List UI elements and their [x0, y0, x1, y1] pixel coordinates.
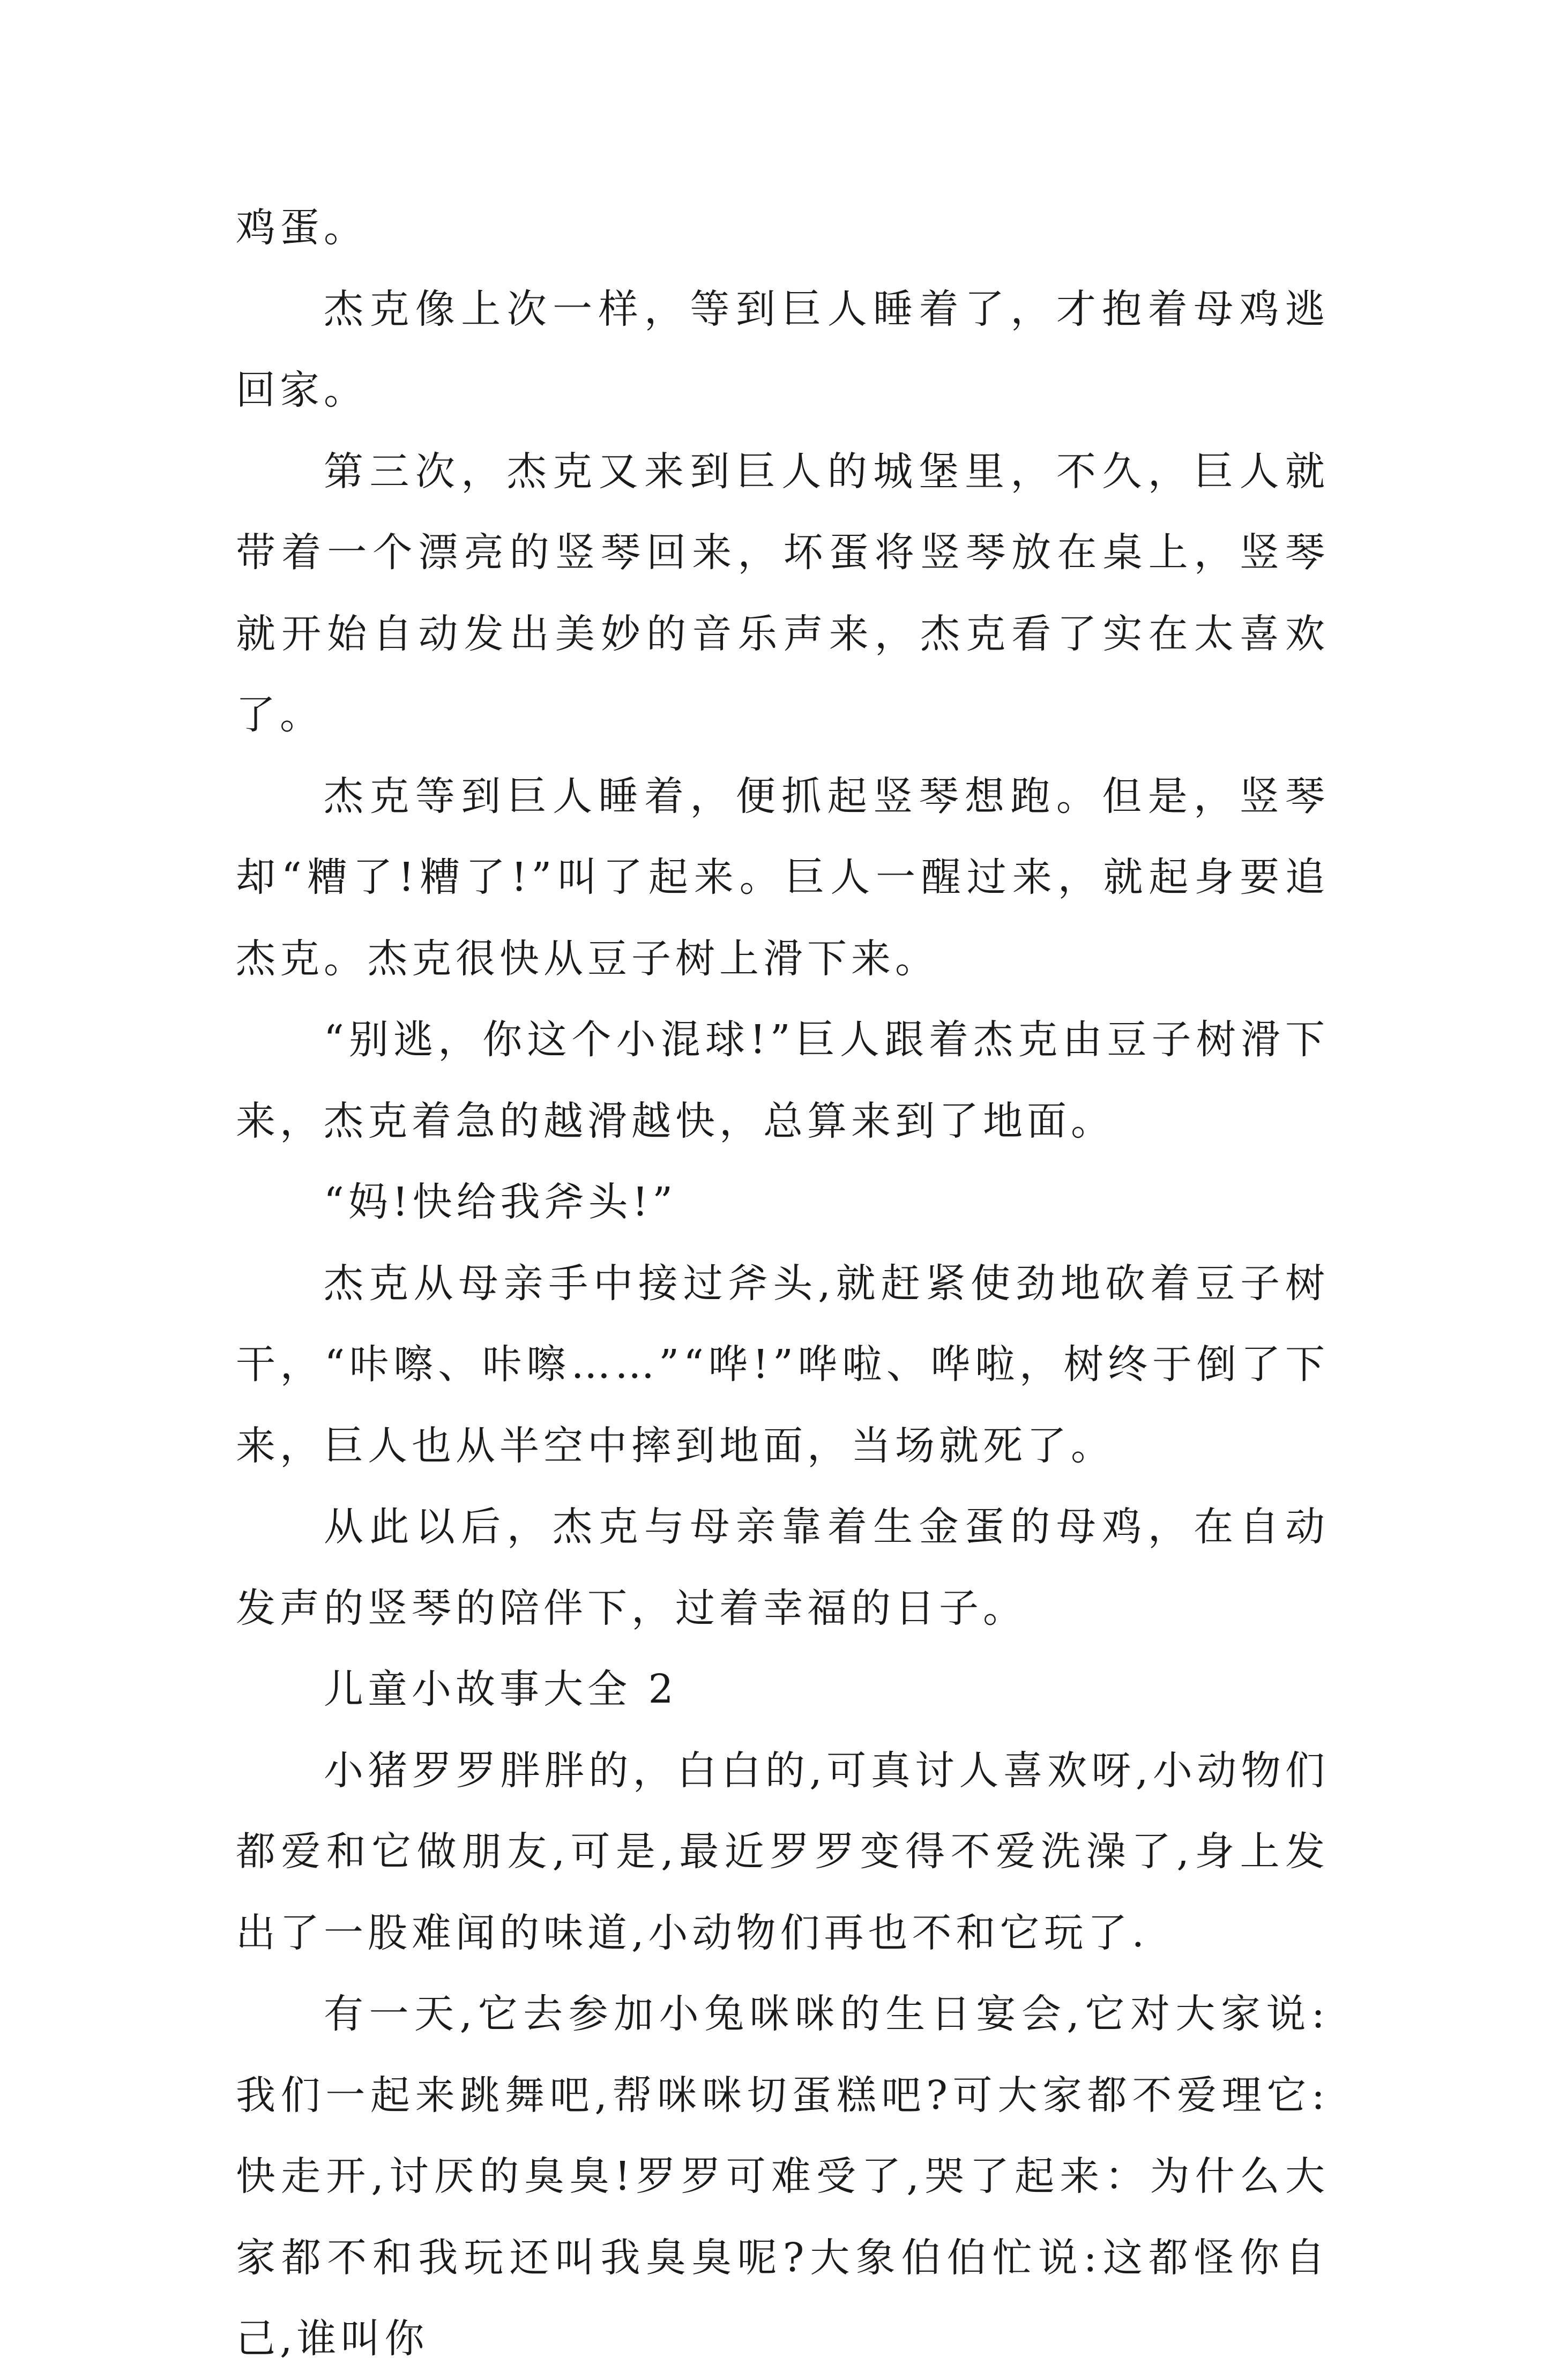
paragraph: 第三次，杰克又来到巨人的城堡里，不久，巨人就带着一个漂亮的竖琴回来，坏蛋将竖琴放在桌上，竖琴就开始自动发出美妙的音乐声来，杰克看了实在太喜欢了。: [236, 448, 1329, 738]
section-heading: 儿童小故事大全 2: [324, 1666, 678, 1712]
paragraph: 小猪罗罗胖胖的，白白的,可真讨人喜欢呀,小动物们都爱和它做朋友,可是,最近罗罗变得不爱洗澡了,身上发出了一股难闻的味道,小动物们再也不和它玩了.: [236, 1747, 1329, 1956]
paragraph: 从此以后，杰克与母亲靠着生金蛋的母鸡，在自动发声的竖琴的陪伴下，过着幸福的日子。: [236, 1504, 1329, 1631]
paragraph: “别逃，你这个小混球!”巨人跟着杰克由豆子树滑下来，杰克着急的越滑越快，总算来到了地面。: [236, 1017, 1329, 1144]
paragraph: 鸡蛋。: [236, 205, 368, 251]
paragraph: 杰克等到巨人睡着，便抓起竖琴想跑。但是，竖琴却“糟了!糟了!”叫了起来。巨人一醒过来，就起身要追杰克。杰克很快从豆子树上滑下来。: [236, 773, 1329, 982]
paragraph: 有一天,它去参加小兔咪咪的生日宴会,它对大家说:我们一起来跳舞吧,帮咪咪切蛋糕吧?可大家都不爱理它:快走开,讨厌的臭臭!罗罗可难受了,哭了起来：为什么大家都不和我玩还叫我臭臭呢?大象伯伯忙说:这都怪你自己,谁叫你: [236, 1991, 1329, 2362]
paragraph: 杰克从母亲手中接过斧头,就赶紧使劲地砍着豆子树干，“咔嚓、咔嚓……”“哗!”哗啦、哗啦，树终于倒了下来，巨人也从半空中摔到地面，当场就死了。: [236, 1260, 1329, 1469]
story-text: [236, 188, 1329, 2380]
paragraph: “妈!快给我斧头!”: [324, 1179, 677, 1225]
paragraph: 杰克像上次一样，等到巨人睡着了，才抱着母鸡逃回家。: [236, 286, 1329, 413]
